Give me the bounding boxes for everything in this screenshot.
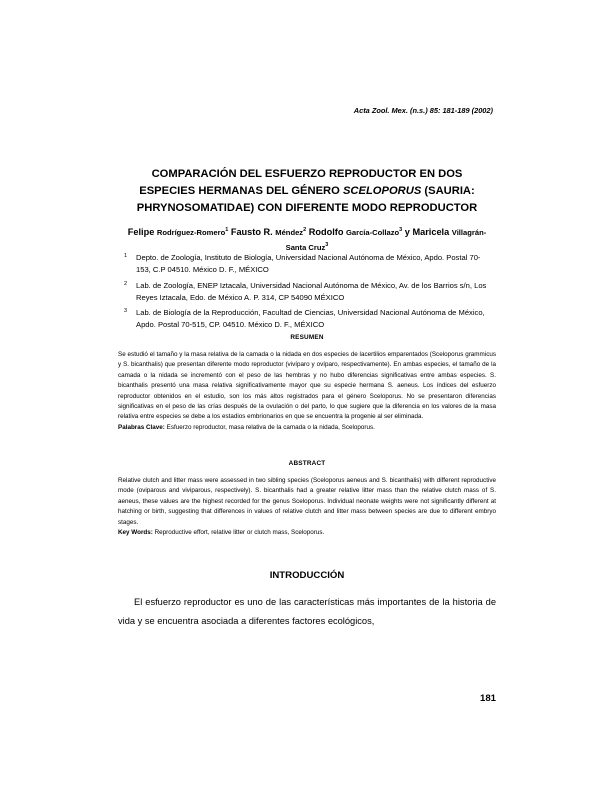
resumen-section — [118, 350, 496, 433]
affiliations — [120, 252, 492, 335]
author-2-affil-mark: 2 — [303, 227, 307, 233]
author-3-sep: y — [402, 227, 413, 238]
article-title — [118, 166, 496, 217]
affiliation-3-text: Lab. de Biología de la Reproducción, Facultad de Ciencias, Universidad Nacional Autónoma de México, Apdo. Postal 70-515, CP. 04510. México D. F., MÉXICO — [136, 308, 485, 330]
affiliation-2 — [120, 280, 492, 305]
affiliation-1-num: 1 — [124, 253, 128, 259]
title-line-3: PHRYNOSOMATIDAE) CON DIFERENTE MODO REPRODUCTOR — [136, 202, 478, 214]
author-1-first: Felipe — [127, 227, 157, 238]
abstract-body: Relative clutch and litter mass were assessed in two sibling species (Sceloporus aeneus and S. bicanthalis) with different reproductive mode (oviparous and viviparous, respectively). S. bicanthalis had a greater relative litter mass than the relative clutch mass of S. aeneus, these values are the highest recorded for the genus Sceloporus. Individual neonate weights were not significantly different at hatching or birth, suggesting that differences in values of relative clutch and litter mass between species are due to different embryo stages. — [118, 477, 496, 526]
affiliation-2-num: 2 — [124, 280, 128, 287]
author-1 — [128, 227, 231, 237]
resumen-body: Se estudió el tamaño y la masa relativa de la camada o la nidada en dos especies de lacertilios emparentados (Sceloporus grammicus y S. bicanthalis) que presentan diferente modo reproductor (vivíparo y ovíparo, respectivamente). En ambas especies, el tamaño de la camada o la nidada se incrementó con el peso de las hembras y no hubo diferencias significativas entre ambas especies. S. bicanthalis presentó una masa relativa significativamente mayor que su especie hermana S. aeneus. Los índices del esfuerzo reproductor obtenidos en el estudio, son los más altos registrados para el género Sceloporus. No se presentaron diferencias significativas en el peso de las crías después de la ovulación o del parto, lo que sugiere que la diferencia en los valores de la masa relativa entre especies se debe a los estadios embrionarios en que se encuentra la progenie al ser eliminada. — [118, 351, 496, 421]
abstract-keywords-text: Reproductive effort, relative litter or clutch mass, Sceloporus. — [154, 529, 325, 537]
title-genus: SCELOPORUS — [342, 185, 422, 197]
abstract-section — [118, 476, 496, 538]
title-line-2-start: ESPECIES HERMANAS DEL GÉNERO — [139, 185, 343, 197]
abstract-heading: ABSTRACT — [288, 460, 326, 467]
author-1-affil-mark: 1 — [225, 227, 229, 233]
author-3-last: García-Collazo — [345, 228, 400, 238]
author-2 — [231, 227, 309, 237]
author-4-last: Villagrán-Santa Cruz — [285, 228, 487, 253]
abstract-keywords-label: Key Words: — [118, 529, 155, 537]
title-line-1: COMPARACIÓN DEL ESFUERZO REPRODUCTOR EN DOS — [151, 168, 463, 180]
author-2-first: Fausto R. — [230, 227, 276, 238]
page-number: 181 — [479, 693, 496, 704]
affiliation-1-text: Depto. de Zoología, Instituto de Biología, Universidad Nacional Autónoma de México, Apdo. Postal 70-153, C.P 04510. México D. F., MÉXICO — [136, 253, 481, 275]
journal-citation — [0, 106, 493, 115]
affiliation-3-num: 3 — [124, 308, 128, 315]
author-4-affil-mark: 3 — [325, 242, 329, 249]
title-line-2 — [118, 183, 496, 200]
resumen-heading: RESUMEN — [290, 334, 324, 341]
introduction-body: El esfuerzo reproductor es uno de las características más importantes de la historia de vida y se encuentra asociada a diferentes factores ecológicos, — [118, 597, 496, 626]
affiliation-2-text: Lab. de Zoología, ENEP Iztacala, Universidad Nacional Autónoma de México, Av. de los Barrios s/n, Los Reyes Iztacala, Edo. de México A. P. 314, CP 54090 MÉXICO — [136, 280, 487, 302]
author-3-affil-mark: 3 — [399, 227, 403, 233]
author-list — [118, 224, 496, 254]
author-3 — [309, 227, 413, 237]
title-line-2-end: (SAURIA: — [421, 185, 475, 197]
affiliation-3 — [120, 307, 492, 332]
abstract-keywords — [118, 528, 496, 538]
author-2-last: Méndez — [275, 228, 304, 238]
affiliation-1 — [120, 252, 492, 277]
introduction-heading: INTRODUCCIÓN — [269, 570, 345, 581]
author-4-first: Maricela — [412, 227, 452, 238]
journal-citation-text: Acta Zool. Mex. (n.s.) 85: 181-189 (2002) — [353, 106, 493, 115]
resumen-keywords-label: Palabras Clave: — [118, 423, 167, 431]
resumen-keywords-text: Esfuerzo reproductor, masa relativa de la camada o la nidada, Sceloporus. — [166, 423, 375, 431]
resumen-keywords — [118, 423, 496, 433]
author-1-last: Rodríguez-Romero — [156, 228, 226, 238]
author-3-first: Rodolfo — [308, 227, 346, 238]
